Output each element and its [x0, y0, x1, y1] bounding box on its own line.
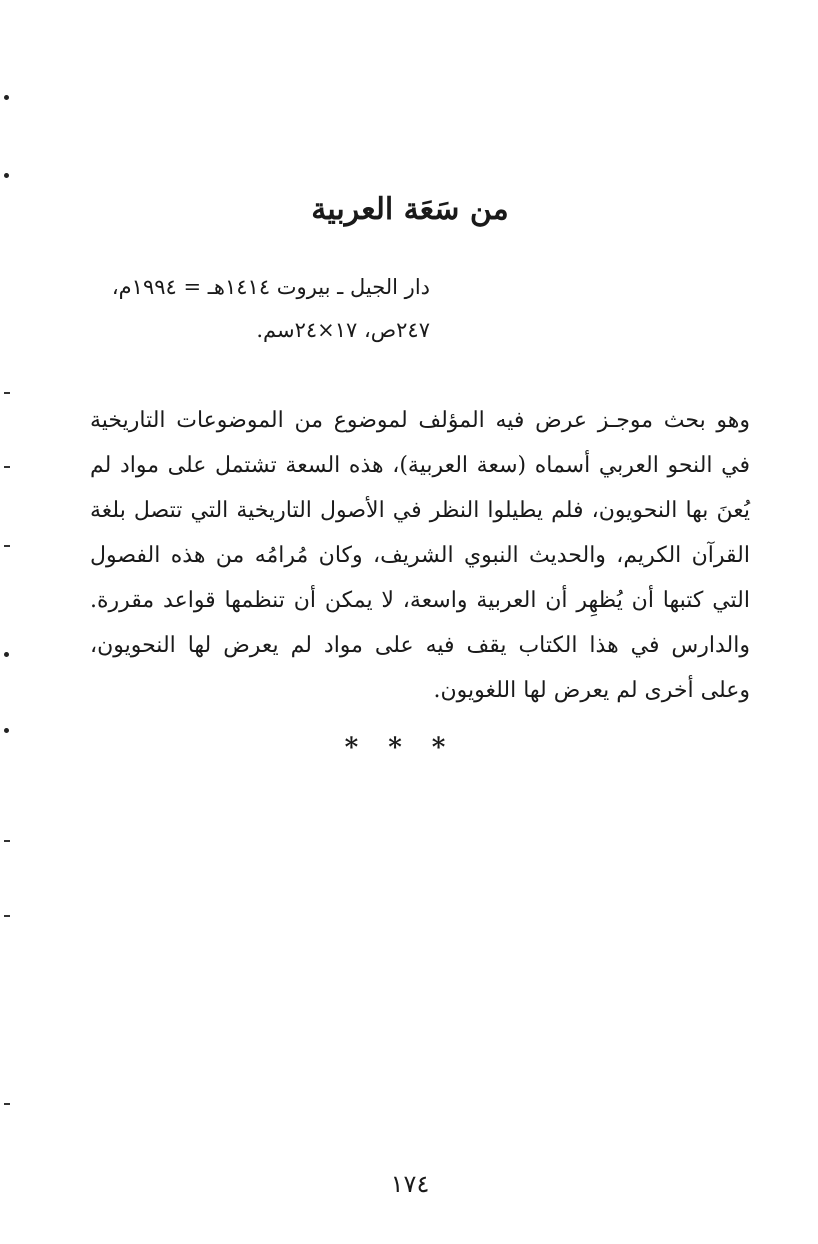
page-number: ١٧٤: [390, 1170, 430, 1198]
margin-mark: [4, 840, 10, 842]
margin-mark: [4, 95, 9, 100]
book-title: من سَعَة العربية: [311, 192, 509, 227]
margin-mark: [4, 392, 10, 394]
margin-mark: [4, 652, 9, 657]
book-description: وهو بحث موجـز عرض فيه المؤلف لموضوع من الموضوعات التاريخية في النحو العربي أسماه (سعة العربية)، هذه السعة تشتمل على مواد لم يُعنَ بها النحويون، فلم يطيلوا النظر في الأصول التاريخية التي تتصل بلغة القرآن الكريم، والحديث النبوي الشريف، وكان مُرامُه من هذه الفصول التي كتبها أن يُظهِر أن العربية واسعة، لا يمكن أن تنظمها قواعد مقررة. والدارس في هذا الكتاب يقف فيه على مواد لم يعرض لها النحويون، وعلى أخرى لم يعرض لها اللغويون.: [90, 408, 750, 703]
dimensions-line: ٢٤٧ص، ١٧×٢٤سم.: [256, 318, 430, 342]
bibliographic-info: [70, 266, 430, 352]
margin-mark: [4, 728, 9, 733]
margin-mark: [4, 545, 10, 547]
publisher-line: دار الجيل ـ بيروت ١٤١٤هـ = ١٩٩٤م،: [111, 275, 430, 299]
section-separator: ***: [344, 733, 476, 763]
margin-mark: [4, 173, 9, 178]
margin-mark: [4, 1103, 10, 1105]
margin-mark: [4, 466, 10, 468]
margin-mark: [4, 915, 10, 917]
